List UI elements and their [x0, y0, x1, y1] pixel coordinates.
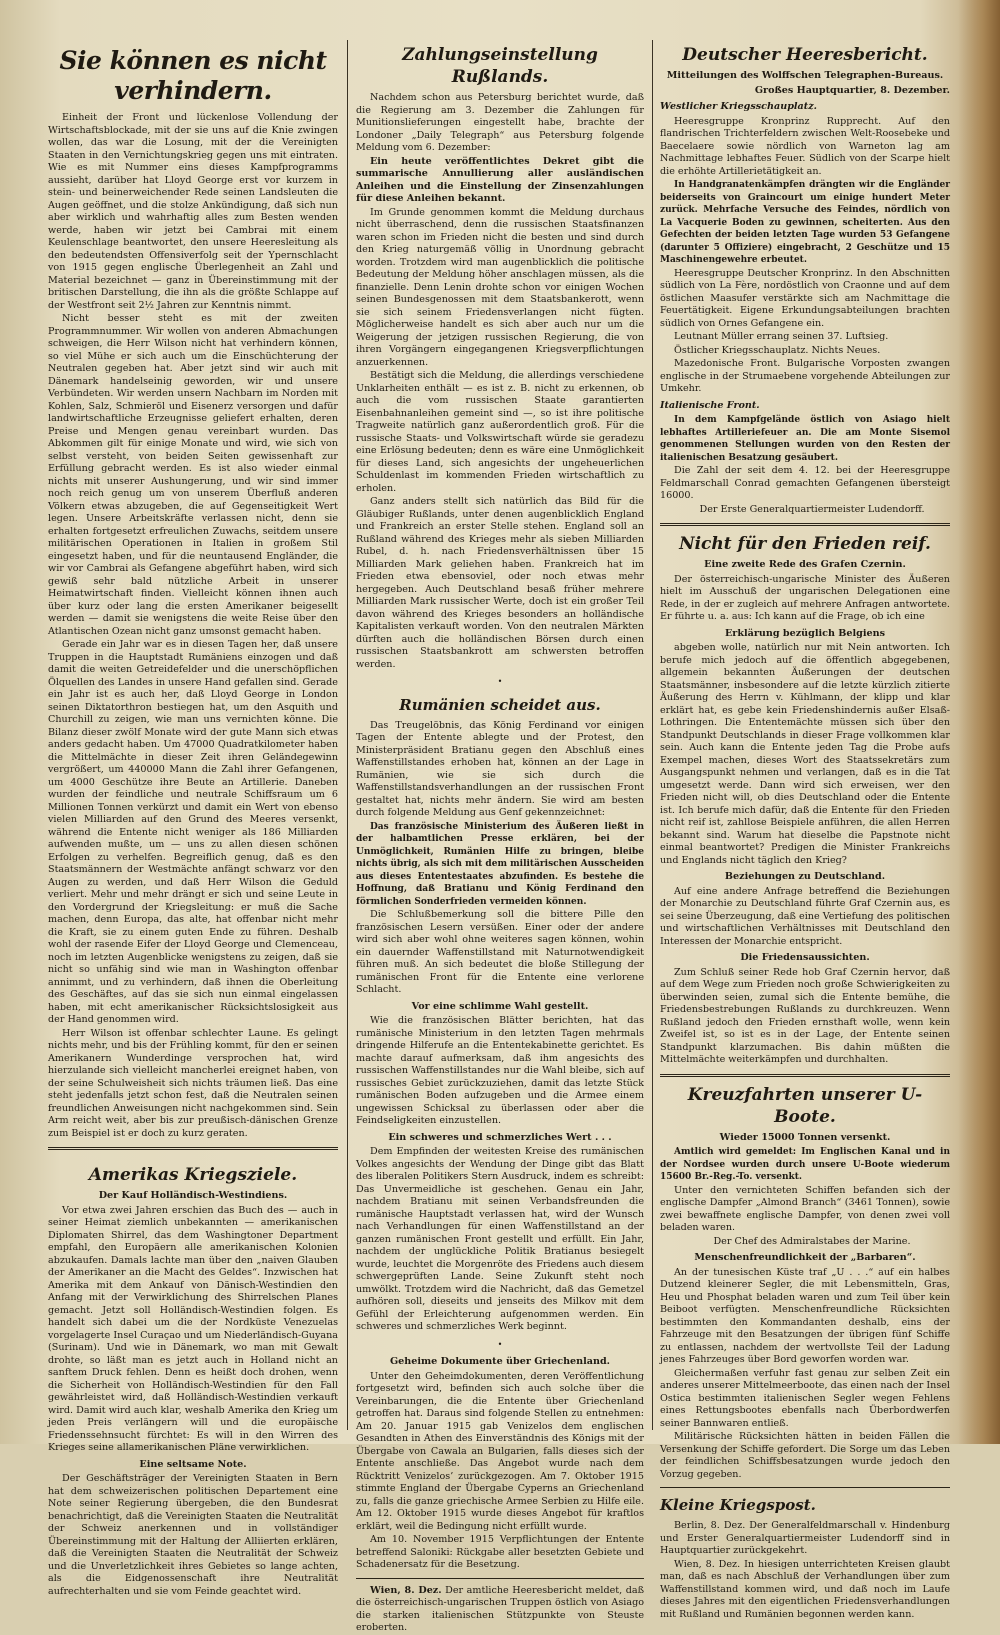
article-paragraph: Leutnant Müller errang seinen 37. Luftsieg. [674, 331, 889, 342]
signature: Der Chef des Admiralstabes der Marine. [713, 1235, 911, 1247]
headline-nicht-reif: Nicht für den Frieden reif. [679, 534, 931, 554]
article-paragraph: Dem Empfinden der weitesten Kreise des rumänischen Volkes angesichts der Wendung der Dinge gibt das Blatt des liberalen Politikers Stern Ausdruck, indem es schreibt: Das Unvermeidliche ist geschehen. Genau ein Jahr, nachdem Bratianu mit seinen Verbandsfreunden die rumänische Hauptstadt verlassen hat, wird der Wunsch nach Verhandlungen für einen Waffenstillstand an der ganzen rumänischen Front gestellt und erfüllt. Ein Jahr, nachdem der unglückliche Politik Bratianus besiegelt wurde, leuchtet die Morgenröte des Friedens auch diesem schwergeprüften Lande. Seine Zukunft steht noch umwölkt. Trotzdem wird die Nachricht, daß das Gemetzel aufhören soll, dieseits und jenseits des Milkov mit dem Gefühl der Erleichterung aufgenommen werden. Ein schweres und schmerzliches Werk beginnt. [356, 1146, 644, 1332]
article-paragraph: Zum Schluß seiner Rede hob Graf Czernin hervor, daß auf dem Wege zum Frieden noch große Schwierigkeiten zu überwinden seien, zumal sich die Entente bemühe, die Friedensbestrebungen Rußlands zu durchkreuzen. Wenn Rußland jedoch den Frieden ernsthaft wolle, wenn kein Zweifel ist, so ist es in der Lage, der Entente seinen Standpunkt klarzumachen. Bis dahin müßten die Mittelmächte weiterkämpfen und durchhalten. [660, 966, 950, 1065]
headline-amerikas: Amerikas Kriegsziele. [88, 1165, 298, 1185]
article-paragraph: Vor etwa zwei Jahren erschien das Buch des — auch in seiner Heimat ziemlich unbekannten — amerikanischen Diplomaten Shirrel, das dem Washingtoner Department empfahl, den Europäern alle amerikanischen Kolonien abzukaufen. Damals lachte man über den „naiven Glauben der Amerikaner an die Macht des Geldes“. Inzwischen hat Amerika mit dem Ankauf von Dänisch-Westindien den Anfang mit der Verwirklichung des Shirrelschen Planes gemacht. Jetzt soll Holländisch-Westindien folgen. Es handelt sich dabei um die der Nordküste Venezuelas vorgelagerte Insel Curaçao und um Niederländisch-Guyana (Surinam). Und wie in Dänemark, wo man mit Gewalt drohte, so läßt man es jetzt auch in Holland nicht an sanftem Druck fehlen. Denn es heißt doch drohen, wenn die Sicherheit von Holländisch-Westindien für den Fall gewährleistet wird, daß Holländisch-Westindien verkauft wird. Damit wird auch klar, weshalb Amerika den Krieg um jeden Preis verlängern will und die europäische Friedenssehnsucht fürchtet: Es will in den Wirren des Krieges seine allamerikanischen Pläne verwirklichen. [48, 1204, 339, 1453]
article-paragraph: Heeresgruppe Deutscher Kronprinz. In den Abschnitten südlich von La Fère, nordöstlich von Craonne und auf dem östlichen Maasufer verstärkte sich am Nachmittage die Feuertätigkeit. Eigene Erkundungsabteilungen brachten südlich von Ornes Gefangene ein. [660, 267, 950, 329]
separator-dot: • [497, 677, 503, 686]
article-paragraph: Gerade ein Jahr war es in diesen Tagen her, daß unsere Truppen in die Hauptstadt Rumäniens einzogen und daß damit die weiten Getreidefelder und die unerschöpflichen Ölquellen des Landes in unsere Hand gefallen sind. Gerade ein Jahr ist es auch her, daß Lloyd George in London seinen Diktatorthron bestiegen hat, um den Asquith und Churchill zu zeigen, wie man uns vernichten könne. Die Bilanz dieser zwölf Monate wird der gute Mann sich etwas anders gedacht haben. Um 47000 Quadratkilometer haben die Mittelmächte in dieser Zeit ihren Geländegewinn vergrößert, um 440000 Mann die Zahl ihrer Gefangenen, um 4000 Geschütze ihre Beute an Artillerie. Daneben wurden der feindliche und neutrale Schiffsraum um 6 Millionen Tonnen verkürzt und damit ein Wert von ebenso vielen Milliarden auf den Grund des Meeres versenkt, während die Entente nicht weniger als 186 Milliarden aufwenden mußte, um — uns zu allen diesen schönen Erfolgen zu verhelfen. Begreiflich genug, daß es den Staatsmännern der Westmächte anfängt schwarz vor den Augen zu werden, und daß Herr Wilson die Geduld verliert. Mehr und mehr drängt er sich und seine Leute in den Vordergrund der Kriegsleitung: er muß die Sache machen, denn Europa, das alte, hat offenbar nicht mehr die Kraft, sie zu einem guten Ende zu führen. Deshalb wohl der rasende Eifer der Lloyd George und Clemenceau, noch im letzten Augenblicke wenigstens zu zeigen, daß sie nicht so unfähig sind wie man in Washington offenbar annimmt, und zu verhindern, daß ihnen die Oberleitung des Geschäftes, auf das sie sich nun einmal eingelassen haben, mit echt amerikanischer Rücksichtslosigkeit aus der Hand genommen wird. [48, 639, 338, 1025]
article-paragraph: Einheit der Front und lückenlose Vollendung der Wirtschaftsblockade, mit der sie uns auf die Knie zwingen wollen, das war die Losung, mit der die Vereinigten Staaten in den Vernichtungskrieg gegen uns mit eintraten. Wie es mit Nummer eins dieses Kampfprogramms aussieht, darüber hat Lloyd George erst vor kurzem in stein- und beinerweichender Rede seinen Landsleuten die Augen geöffnet, und die stolze Ankündigung, daß sich nun aber wirklich und wahrhaftig alles zum Besten wenden werde, haben wir jetzt bei Cambrai mit einem Keulenschlage beantwortet, den unsere Heeresleitung als den bedeutendsten Offensiverfolg seit der Ypernschlacht von 1915 gegen englische Überlegenheit an Zahl und Material bezeichnet — ganz in Übereinstimmung mit der britischen Darstellung, die ihn als die größte Schlappe auf der Westfront seit 2½ Jahren zur Kenntnis nimmt. [48, 112, 338, 311]
column-3 [660, 40, 950, 1620]
article-paragraph: In dem Kampfgelände östlich von Asiago hielt lebhaftes Artilleriefeuer an. Die am Monte Sisemol genommenen Stellungen wurden von den Resten der italienischen Besatzung gesäubert. [660, 415, 950, 463]
subheading: Erklärung bezüglich Belgiens [724, 627, 885, 639]
column-1 [48, 40, 339, 1597]
subheading: Beziehungen zu Deutschland. [724, 871, 886, 882]
article-paragraph: Unter den Geheimdokumenten, deren Veröffentlichung fortgesetzt wird, befinden sich auch solche über die Vereinbarungen, die die Entente über Griechenland getroffen hat. Daraus sind folgende Stellen zu entnehmen: Am 20. Januar 1915 gab Venizelos dem englischen Gesandten in Athen des Einverständnis des Königs mit der Übergabe von Cawala an Bulgarien, falls dieses sich der Entente anschließe. Das Angebot wurde nach dem Rücktritt Venizelos’ zurückgezogen. Am 7. Oktober 1915 stimmte England der Übergabe Cyperns an Griechenland zu, falls die ganze griechische Armee Serbien zu Hilfe eile. Am 12. Oktober 1915 wurde dieses Angebot für kraftlos erklärt, weil die Bedingung nicht erfüllt wurde. [356, 1370, 644, 1532]
headline-kriegspost: Kleine Kriegspost. [660, 1496, 816, 1514]
article-paragraph: Der österreichisch-ungarische Minister des Äußeren hielt im Ausschuß der ungarischen Delegationen eine Rede, in der er zugleich auf mehrere Anfragen antwortete. Er führte u. a. aus: Ich kann auf die Frage, ob ich eine [660, 573, 950, 622]
headline-zahlungseinstellung: Zahlungseinstellung Rußlands. [402, 45, 598, 87]
article-paragraph: Ganz anders stellt sich natürlich das Bild für die Gläubiger Rußlands, unter denen augenblicklich England und Frankreich an erster Stelle stehen. England soll an Rußland während des Krieges mehr als sieben Milliarden Rubel, d. h. nach Friedensverhältnissen über 15 Milliarden Mark geliehen haben. Frankreich hat im Frieden etwa ebensoviel, oder noch etwas mehr hergegeben. Auch Deutschland besaß früher mehrere Milliarden Mark russischer Werte, doch ist ein großer Teil davon während des Krieges besonders an holländische Kapitalisten verkauft worden. Von den neutralen Märkten dürften auch die holländischen Börsen durch einen russischen Staatsbankrott am schwersten betroffen werden. [356, 496, 644, 670]
column-rule-2 [652, 40, 653, 1430]
column-rule-1 [347, 40, 348, 1430]
article-paragraph: Die Schlußbemerkung soll die bittere Pille den französischen Lesern versüßen. Einer oder der andere wird sich aber wohl ohne weiteres sagen können, wohin ein dauernder Waffenstillstand mit Naturnotwendigkeit führen muß. An sich bedeutet die bloße Stillegung der rumänischen Front für die Entente eine verlorene Schlacht. [356, 909, 644, 995]
separator [48, 1147, 338, 1150]
article-paragraph: Mazedonische Front. Bulgarische Vorposten zwangen englische in der Strumaebene vorgehende Abteilungen zur Umkehr. [660, 358, 950, 394]
article-paragraph: Nachdem schon aus Petersburg berichtet wurde, daß die Regierung am 3. Dezember die Zahlungen für Munitionslieferungen eingestellt habe, brachte der Londoner „Daily Telegraph“ aus Petersburg folgende Meldung vom 6. Dezember: [356, 92, 644, 153]
separator [660, 523, 950, 526]
article-paragraph: Militärische Rücksichten hätten in beiden Fällen die Versenkung der Schiffe gefordert. Die Sorge um das Leben der feindlichen Schiffsbesatzungen wurde jedoch den Vorzug gegeben. [660, 1431, 950, 1480]
dateline: Wien, 8. Dez. [370, 1584, 442, 1596]
article-paragraph: Herr Wilson ist offenbar schlechter Laune. Es gelingt nichts mehr, und bis der Frühling kommt, für den er seinen Amerikanern Wunderdinge versprochen hat, wird hierzulande sich vielleicht mancherlei ereignet haben, von der seine Schulweisheit sich nichts träumen ließ. Das eine steht jedenfalls jetzt schon fest, daß die Neutralen seinen freundlichen Anweisungen nicht nachgekommen sind. Sein Arm reicht weit, aber bis zur preußisch-dänischen Grenze zum Beispiel ist er doch zu kurz geraten. [48, 1027, 338, 1139]
dateline: Großes Hauptquartier, 8. Dezember. [754, 84, 950, 96]
article-paragraph: Gleichermaßen verfuhr fast genau zur selben Zeit ein anderes unserer Mittelmeerboote, das einen nach der Insel Ostica bestimmten italienischen Segler wegen Fehlens eines Rettungsbootes ebenfalls nach Überbordwerfen seiner Bannwaren entließ. [660, 1367, 950, 1429]
subheading: Menschenfreundlichkeit der „Barbaren“. [694, 1252, 916, 1263]
separator [660, 1074, 950, 1077]
subheading: Die Friedensaussichten. [740, 952, 870, 963]
headline-sie-koennen: Sie können es nicht verhindern. [59, 46, 327, 105]
article-paragraph: Wie die französischen Blätter berichten, hat das rumänische Ministerium in den letzten Tagen mehrmals dringende Hilferufe an die Ententekabinette gerichtet. Es machte darauf aufmerksam, daß ihm angesichts des russischen Waffenstillstandes nur die Wahl bleibe, sich auf russisches Gebiet zurückzuziehen, damit das letzte Stück rumänischen Boden aufzugeben und die Armee einem ungewissen Schicksal zu überlassen oder aber die Feindseligkeiten einzustellen. [356, 1015, 644, 1126]
subheading: Eine seltsame Note. [139, 1458, 247, 1470]
article-paragraph: Am 10. November 1915 Verpflichtungen der Entente betreffend Saloniki: Rückgabe aller besetzten Gebiete und Schadenersatz für die Besetzung. [356, 1534, 644, 1570]
subheading: Ein schweres und schmerzliches Wert . . . [388, 1131, 612, 1143]
article-paragraph: In Handgranatenkämpfen drängten wir die Engländer beiderseits von Graincourt um einige hundert Meter zurück. Mehrfache Versuche des Feindes, nördlich von La Vacquerie Boden zu gewinnen, scheiterten. Aus den Gefechten der beiden letzten Tage wurden 53 Gefangene (darunter 5 Offiziere) eingebracht, 2 Geschütze und 15 Maschinengewehre erbeutet. [660, 180, 950, 265]
article-paragraph: Die Zahl der seit dem 4. 12. bei der Heeresgruppe Feldmarschall Conrad gemachten Gefangenen übersteigt 16000. [660, 465, 950, 501]
subheading: Italienische Front. [660, 399, 760, 411]
article-paragraph: Bestätigt sich die Meldung, die allerdings verschiedene Unklarheiten enthält — es ist z. B. nicht zu erkennen, ob auch die vom russischen Staate garantierten Eisenbahnanleihen gemeint sind —, so ist ihre politische Tragweite natürlich ganz außerordentlich groß. Für die russische Staats- und Volkswirtschaft würde sie geradezu eine Erlösung bedeuten; denn es wäre eine Unmöglichkeit für dieses Land, sich angesichts der ungeheuerlichen Schuldenlast im kommenden Frieden wirtschaftlich zu erholen. [356, 370, 644, 494]
article-paragraph: Wien, 8. Dez. In hiesigen unterrichteten Kreisen glaubt man, daß es nach Abschluß der Verhandlungen über zum Waffenstillstand kommen wird, und daß noch im Laufe dieses Jahres mit den eigentlichen Friedensverhandlungen mit Rußland und Rumänien begonnen werden kann. [660, 1558, 950, 1620]
separator [356, 1578, 644, 1579]
article-paragraph: Unter den vernichteten Schiffen befanden sich der englische Dampfer „Almond Branch“ (3461 Tonnen), sowie zwei bewaffnete englische Dampfer, von denen zwei voll beladen waren. [660, 1184, 950, 1233]
separator [660, 1487, 950, 1488]
article-paragraph: Amtlich wird gemeldet: Im Englischen Kanal und in der Nordsee wurden durch unsere U-Boote wiederum 15600 Br.-Reg.-To. versenkt. [660, 1147, 950, 1182]
article-paragraph: An der tunesischen Küste traf „U . . .“ auf ein halbes Dutzend kleinerer Segler, die mit Lebensmitteln, Gras, Heu und Phosphat beladen waren und zum Teil über kein Beiboot verfügten. Menschenfreundliche Rücksichten bestimmten den Kommandanten deshalb, eins der Fahrzeuge mit den Besatzungen der übrigen fünf Schiffe zu entlassen, nachdem der wertvollste Teil der Ladung jenes Fahrzeuges über Bord geworfen worden war. [660, 1266, 950, 1365]
article-paragraph: Heeresgruppe Kronprinz Rupprecht. Auf den flandrischen Trichterfeldern zwischen Welt-Roosebeke und Baecelaere sowie nördlich von Warneton lag am Nachmittage lebhaftes Feuer. Südlich von der Scarpe hielt die erhöhte Artillerietätigkeit an. [660, 115, 950, 177]
subheading: Geheime Dokumente über Griechenland. [389, 1356, 611, 1367]
subheading: Mitteilungen des Wolffschen Telegraphen-Bureaus. [666, 70, 944, 81]
signature: Der Erste Generalquartiermeister Ludendorff. [699, 503, 925, 515]
separator-dot: • [497, 1339, 503, 1349]
article-paragraph: Nicht besser steht es mit der zweiten Programmnummer. Wir wollen von anderen Abmachungen schweigen, die Herr Wilson nicht hat verhindern können, so viel Mühe er sich auch um die Einschüchterung der Neutralen gegeben hat. Aber jetzt sind wir auch mit Dänemark handelseinig geworden, wir und unsere Verbündeten. Wir werden unsern Nachbarn im Norden mit Kohlen, Salz, Schmieröl und Eisenerz versorgen und dafür landwirtschaftliche Erzeugnisse geliefert erhalten, deren Preise und Mengen genau vereinbart wurden. Das Abkommen gilt für einige Monate und wird, wie sich von selbst versteht, von beiden Seiten gewissenhaft zur Erfüllung gebracht werden. Es ist also wieder einmal nichts mit unserer Aushungerung, und wir sind immer noch reich genug um von unserem Überfluß anderen Völkern etwas abzugeben, die auf Gegenseitigkeit Wert legen. Unsere Arbeitskräfte verlassen nicht, denn sie erhalten fortgesetzt erfreulichen Zuwachs, seitdem unsere militärischen Operationen in Italien in großem Stil eingesetzt haben, und für die neuntausend Engländer, die wir vor Cambrai als Gefangene abgeführt haben, wird sich gewiß sehr bald nützliche Arbeit in unserer Heimatwirtschaft finden. Vielleicht können ihnen auch über kurz oder lang die ersten Amerikaner beigesellt werden — damit sie wenigstens die weite Reise über den Atlantischen Ozean nicht ganz umsonst gemacht haben. [48, 313, 338, 637]
article-paragraph: Östlicher Kriegsschauplatz. Nichts Neues. [674, 344, 881, 356]
subheading: Eine zweite Rede des Grafen Czernin. [704, 559, 906, 570]
subheading: Vor eine schlimme Wahl gestellt. [411, 1000, 589, 1012]
article-paragraph: Im Grunde genommen kommt die Meldung durchaus nicht überraschend, denn die russischen Staatsfinanzen waren schon im Frieden nicht die besten und sind durch den Krieg naturgemäß völlig in Unordnung gebracht worden. Trotzdem wird man augenblicklich die politische Bedeutung der Meldung höher anschlagen müssen, als die finanzielle. Denn Lenin drohte schon vor einigen Wochen seinen Bundesgenossen mit dem Staatsbankerott, wenn sie sich seinem Friedensverlangen nicht fügten. Möglicherweise handelt es sich aber auch nur um die Weigerung der jetzigen russischen Regierung, die von ihren Vorgängern eingegangenen Kriegsverpflichtungen anzuerkennen. [356, 206, 644, 368]
article-paragraph: Das Treugelöbnis, das König Ferdinand vor einigen Tagen der Entente ablegte und der Protest, den Ministerpräsident Bratianu gegen den Abschluß eines Waffenstillstandes erhoben hat, können an der Lage in Rumänien, wie sie sich durch die Waffenstillstandsverhandlungen an der russischen Front gestaltet hat, nichts mehr ändern. Sie wird am besten durch folgende Meldung aus Genf gekennzeichnet: [356, 719, 644, 818]
headline-kreuzfahrten: Kreuzfahrten unserer U-Boote. [687, 1084, 923, 1127]
article-paragraph: Berlin, 8. Dez. Der Generalfeldmarschall v. Hindenburg und Erster Generalquartiermeister Ludendorff sind in Hauptquartier zurückgekehrt. [660, 1520, 950, 1556]
column-2 [356, 40, 644, 1633]
article-paragraph: Auf eine andere Anfrage betreffend die Beziehungen der Monarchie zu Deutschland führte Graf Czernin aus, es sei seine Überzeugung, daß eine Vertiefung des politischen und wirtschaftlichen Verhältnisses mit Deutschland den Interessen der Monarchie entspricht. [660, 885, 950, 947]
article-paragraph: abgeben wolle, natürlich nur mit Nein antworten. Ich berufe mich jedoch auf die öffentlich abgegebenen, allgemein bekannten Äußerungen der deutschen Staatsmänner, insbesondere auf die letzte kürzlich zitierte Äußerung des Herrn v. Kühlmann, der klipp und klar erklärt hat, es gebe kein Friedenshindernis außer Elsaß-Lothringen. Die Ententemächte müssen sich über den Standpunkt Deutschlands in dieser Frage vollkommen klar sein. Auch kann die Entente jeden Tag die Probe aufs Exempel machen, dieses Wort des Staatssekretärs zum Ausgangspunkt nehmen und verlangen, daß es in die Tat umgesetzt werde. Dann wird sich erweisen, wer den Frieden nicht will, ob dies Deutschland oder die Entente ist. Ich berufe mich dafür, daß die Entente für den Frieden nicht reif ist, zahllose Beispiele anführen, die allen Herren bekannt sind. Warum hat dieselbe die Papstnote nicht einmal beantwortet? Predigen die Minister Frankreichs und Englands nicht täglich den Krieg? [660, 642, 950, 866]
article-paragraph: Der Geschäftsträger der Vereinigten Staaten in Bern hat dem schweizerischen politischen Departement eine Note seiner Regierung übergeben, die den Bundesrat benachrichtigt, daß die Vereinigten Staaten die Neutralität der Schweiz anerkennen und in vollständiger Übereinstimmung mit der Haltung der Alliierten erklären, daß die Vereinigten Staaten die Neutralität der Schweiz und die Unverletzlichkeit ihres Gebietes so lange achten, als die Eidgenossenschaft ihre Neutralität aufrechterhalten und sie vom Feinde geachtet wird. [48, 1473, 338, 1597]
headline-rumaenien: Rumänien scheidet aus. [399, 695, 601, 714]
subheading: Wieder 15000 Tonnen versenkt. [719, 1131, 891, 1143]
article-paragraph: Der amtliche Heeresbericht meldet, daß die österreichisch-ungarischen Truppen östlich von Asiago die starken italienischen Stützpunkte von Steuste eroberten. [356, 1584, 644, 1633]
page-edge-shadow [958, 0, 1000, 1444]
subheading: Der Kauf Holländisch-Westindiens. [98, 1190, 288, 1201]
subheading: Westlicher Kriegsschauplatz. [660, 101, 817, 112]
article-quote: Ein heute veröffentlichtes Dekret gibt die summarische Annullierung aller ausländischen Anleihen und die Einstellung der Zinsenzahlungen für diese Anleihen bekannt. [356, 155, 644, 204]
headline-heeresbericht: Deutscher Heeresbericht. [682, 45, 928, 65]
article-quote: Das französische Ministerium des Äußeren ließt in der halbamtlichen Presse erklären, bei der Unmöglichkeit, Rumänien Hilfe zu bringen, bleibe nichts übrig, als sich mit dem militärischen Ausscheiden aus dieses Ententestaates abzufinden. Es bestehe die Hoffnung, daß Bratianu und König Ferdinand den förmlichen Sonderfrieden vermeiden können. [356, 821, 644, 907]
